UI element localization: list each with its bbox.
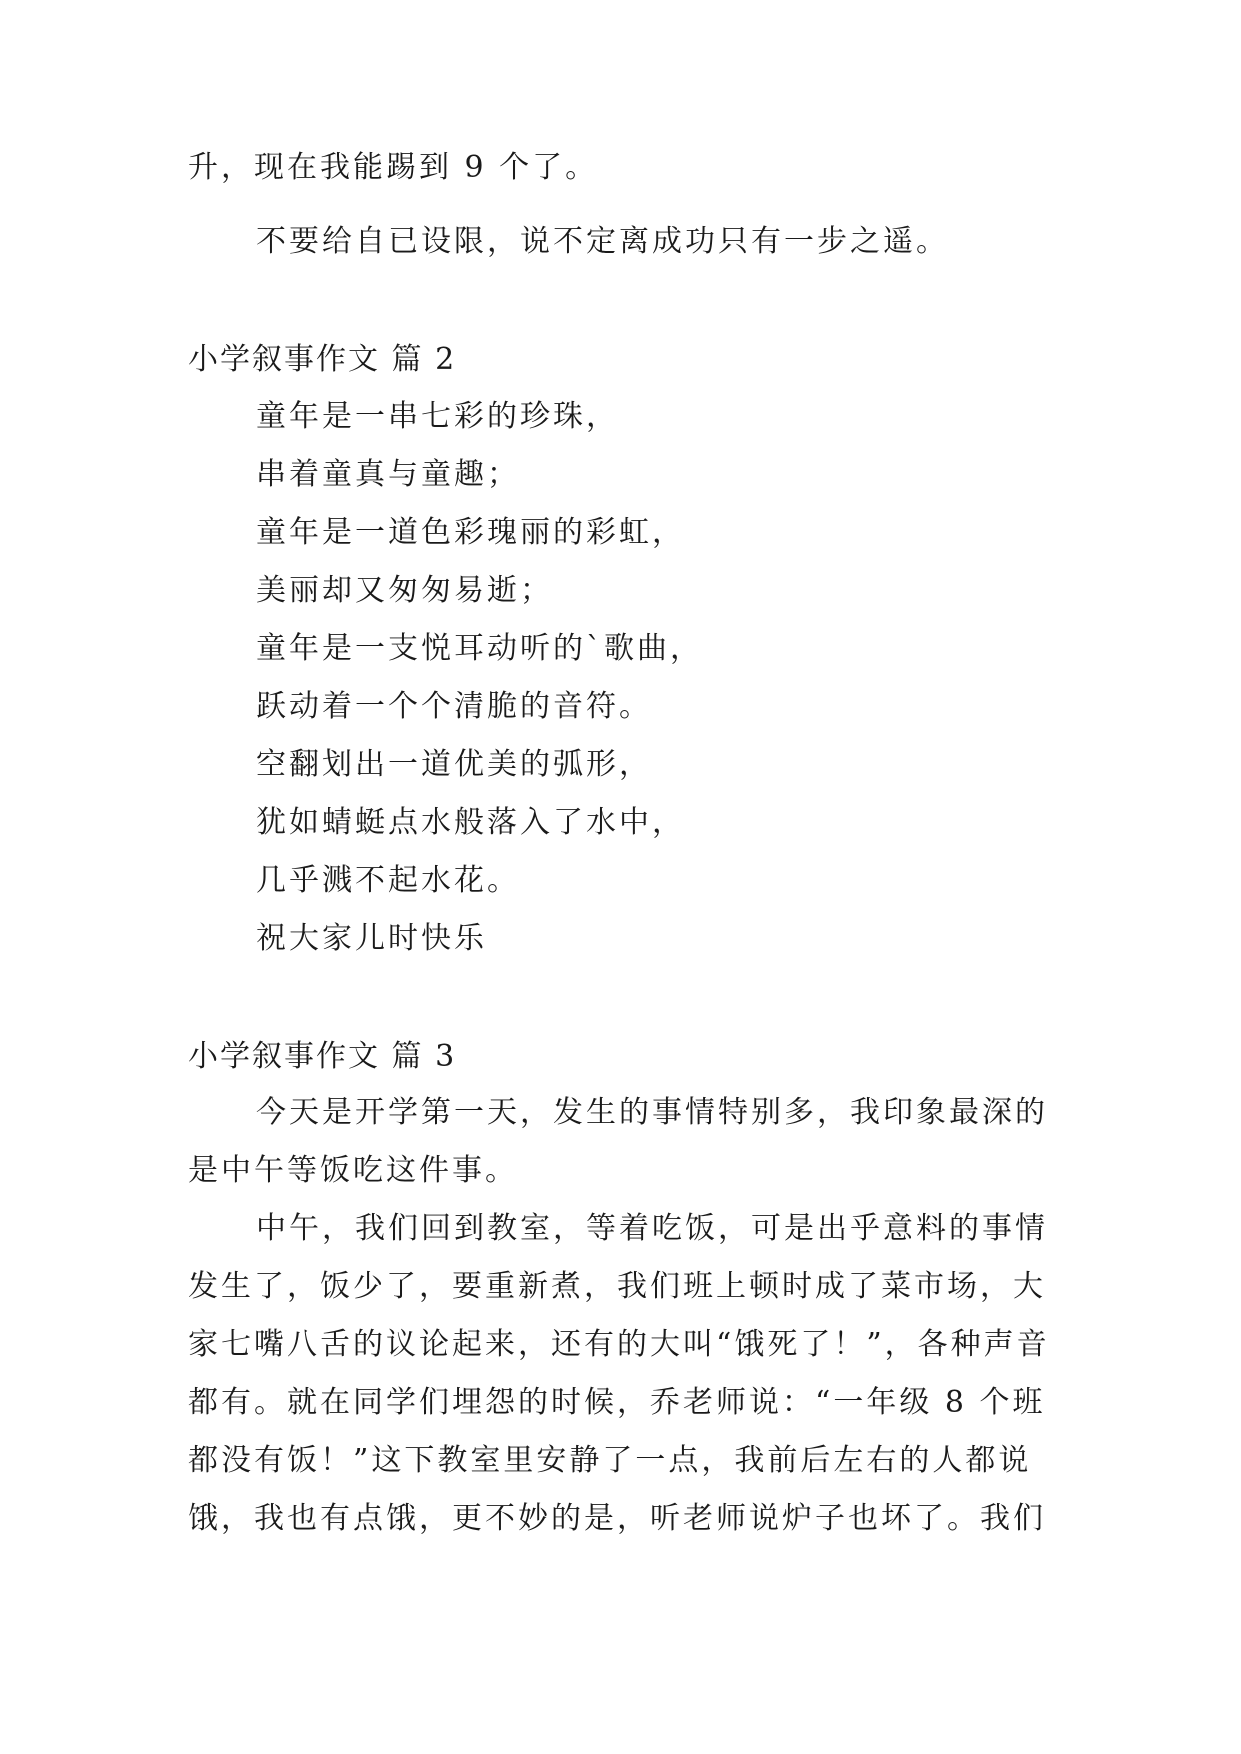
section-heading: 小学叙事作文 篇 2 xyxy=(188,342,457,377)
paragraph-line: 发生了，饭少了，要重新煮，我们班上顿时成了菜市场，大 xyxy=(188,1269,1046,1304)
paragraph-line: 都没有饭！”这下教室里安静了一点，我前后左右的人都说 xyxy=(188,1443,1032,1478)
paragraph-line: 中午，我们回到教室，等着吃饭，可是出乎意料的事情 xyxy=(256,1211,1048,1246)
paragraph-line: 是中午等饭吃这件事。 xyxy=(188,1153,518,1188)
poem-line: 祝大家儿时快乐 xyxy=(256,921,487,956)
poem-line: 童年是一道色彩瑰丽的彩虹， xyxy=(256,515,685,550)
poem-line: 犹如蜻蜓点水般落入了水中， xyxy=(256,805,685,840)
paragraph-line: 今天是开学第一天，发生的事情特别多，我印象最深的 xyxy=(256,1095,1048,1130)
poem-line: 空翻划出一道优美的弧形， xyxy=(256,747,652,782)
poem-line: 串着童真与童趣； xyxy=(256,457,520,492)
paragraph-line: 饿，我也有点饿，更不妙的是，听老师说炉子也坏了。我们 xyxy=(188,1501,1046,1536)
paragraph-line: 都有。就在同学们埋怨的时候，乔老师说：“一年级 8 个班 xyxy=(188,1385,1046,1420)
paragraph-line: 升，现在我能踢到 9 个了。 xyxy=(188,150,599,185)
section-heading: 小学叙事作文 篇 3 xyxy=(188,1039,457,1074)
paragraph-line: 家七嘴八舌的议论起来，还有的大叫“饿死了！”，各种声音 xyxy=(188,1327,1050,1362)
paragraph-line: 不要给自已设限，说不定离成功只有一步之遥。 xyxy=(256,224,949,259)
poem-line: 跃动着一个个清脆的音符。 xyxy=(256,689,652,724)
poem-line: 几乎溅不起水花。 xyxy=(256,863,520,898)
poem-line: 童年是一串七彩的珍珠， xyxy=(256,399,619,434)
poem-line: 美丽却又匆匆易逝； xyxy=(256,573,553,608)
poem-line: 童年是一支悦耳动听的`歌曲， xyxy=(256,631,703,666)
